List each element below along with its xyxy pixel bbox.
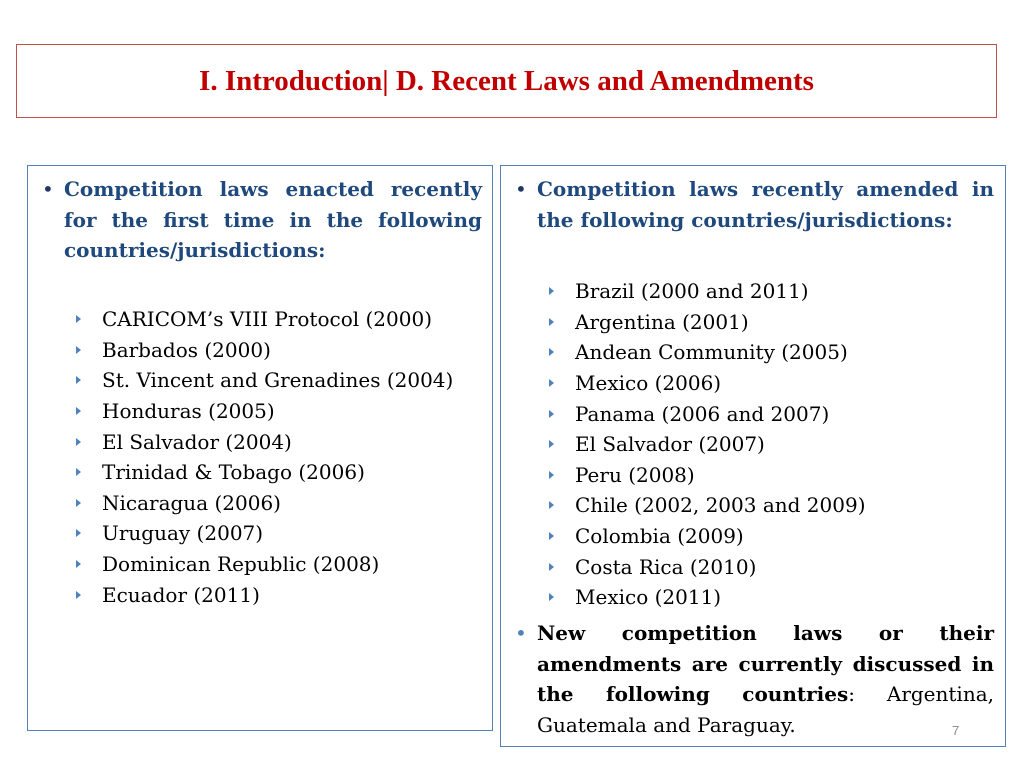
page-number: 7 [952, 723, 960, 738]
bullet-dot: • [515, 621, 527, 645]
triangle-bullet-icon [549, 348, 554, 356]
list-item-label: Brazil (2000 and 2011) [575, 279, 809, 304]
triangle-bullet-icon [76, 499, 81, 507]
list-item-label: Panama (2006 and 2007) [575, 401, 830, 426]
list-item-label: Dominican Republic (2008) [102, 552, 380, 577]
right-country-list [549, 276, 866, 613]
list-item-label: Nicaragua (2006) [102, 490, 281, 515]
triangle-bullet-icon [549, 440, 554, 448]
list-item [549, 368, 866, 399]
list-item-label: CARICOM’s VIII Protocol (2000) [102, 307, 432, 332]
slide-title: I. Introduction| D. Recent Laws and Amendments [199, 64, 814, 97]
list-item [549, 460, 866, 491]
list-item-label: Andean Community (2005) [575, 340, 848, 365]
right-heading-bullet [507, 174, 994, 235]
list-item [76, 488, 453, 519]
list-item-label: Honduras (2005) [102, 399, 275, 424]
list-item-label: Uruguay (2007) [102, 521, 264, 546]
list-item [76, 426, 453, 457]
triangle-bullet-icon [76, 529, 81, 537]
list-item-label: El Salvador (2004) [102, 429, 292, 454]
list-item-label: St. Vincent and Grenadines (2004) [102, 368, 454, 393]
list-item [549, 337, 866, 368]
triangle-bullet-icon [76, 315, 81, 323]
right-note-bold: New competition laws or their amendments are currently discussed in the following countries [537, 621, 994, 706]
triangle-bullet-icon [76, 438, 81, 446]
right-note-colon: : [848, 682, 855, 706]
triangle-bullet-icon [76, 346, 81, 354]
list-item [549, 307, 866, 338]
left-country-list [76, 304, 453, 610]
list-item-label: Costa Rica (2010) [575, 554, 757, 579]
list-item [549, 551, 866, 582]
triangle-bullet-icon [549, 593, 554, 601]
left-heading: Competition laws enacted recently for the first time in the following countries/jurisdictions: [64, 177, 482, 262]
triangle-bullet-icon [76, 591, 81, 599]
triangle-bullet-icon [549, 379, 554, 387]
list-item [76, 457, 453, 488]
list-item [549, 490, 866, 521]
list-item-label: Chile (2002, 2003 and 2009) [575, 493, 866, 518]
list-item [76, 304, 453, 335]
bullet-dot: • [42, 177, 54, 201]
list-item-label: Trinidad & Tobago (2006) [102, 460, 365, 485]
triangle-bullet-icon [549, 532, 554, 540]
triangle-bullet-icon [76, 560, 81, 568]
list-item [76, 335, 453, 366]
triangle-bullet-icon [549, 501, 554, 509]
list-item-label: Mexico (2006) [575, 371, 722, 396]
right-panel [500, 165, 1006, 747]
list-item-label: Peru (2008) [575, 462, 695, 487]
triangle-bullet-icon [76, 407, 81, 415]
list-item-label: Ecuador (2011) [102, 582, 260, 607]
list-item [549, 429, 866, 460]
triangle-bullet-icon [549, 563, 554, 571]
bullet-dot: • [515, 177, 527, 201]
left-heading-bullet [34, 174, 482, 266]
triangle-bullet-icon [549, 318, 554, 326]
list-item [76, 549, 453, 580]
list-item [76, 396, 453, 427]
right-note-bullet [507, 618, 994, 740]
right-note-rest: Argentina, Guatemala and Paraguay. [537, 682, 994, 737]
triangle-bullet-icon [549, 410, 554, 418]
list-item [76, 518, 453, 549]
list-item [549, 398, 866, 429]
list-item-label: El Salvador (2007) [575, 432, 765, 457]
list-item-label: Colombia (2009) [575, 524, 744, 549]
right-note [537, 618, 994, 740]
triangle-bullet-icon [76, 468, 81, 476]
list-item-label: Mexico (2011) [575, 585, 722, 610]
left-panel [27, 165, 493, 731]
list-item [76, 579, 453, 610]
list-item [76, 365, 453, 396]
triangle-bullet-icon [549, 287, 554, 295]
triangle-bullet-icon [549, 471, 554, 479]
list-item-label: Argentina (2001) [575, 309, 749, 334]
list-item [549, 582, 866, 613]
title-box [16, 44, 997, 118]
list-item [549, 521, 866, 552]
list-item [549, 276, 866, 307]
list-item-label: Barbados (2000) [102, 337, 271, 362]
triangle-bullet-icon [76, 376, 81, 384]
right-heading: Competition laws recently amended in the following countries/jurisdictions: [537, 177, 994, 232]
